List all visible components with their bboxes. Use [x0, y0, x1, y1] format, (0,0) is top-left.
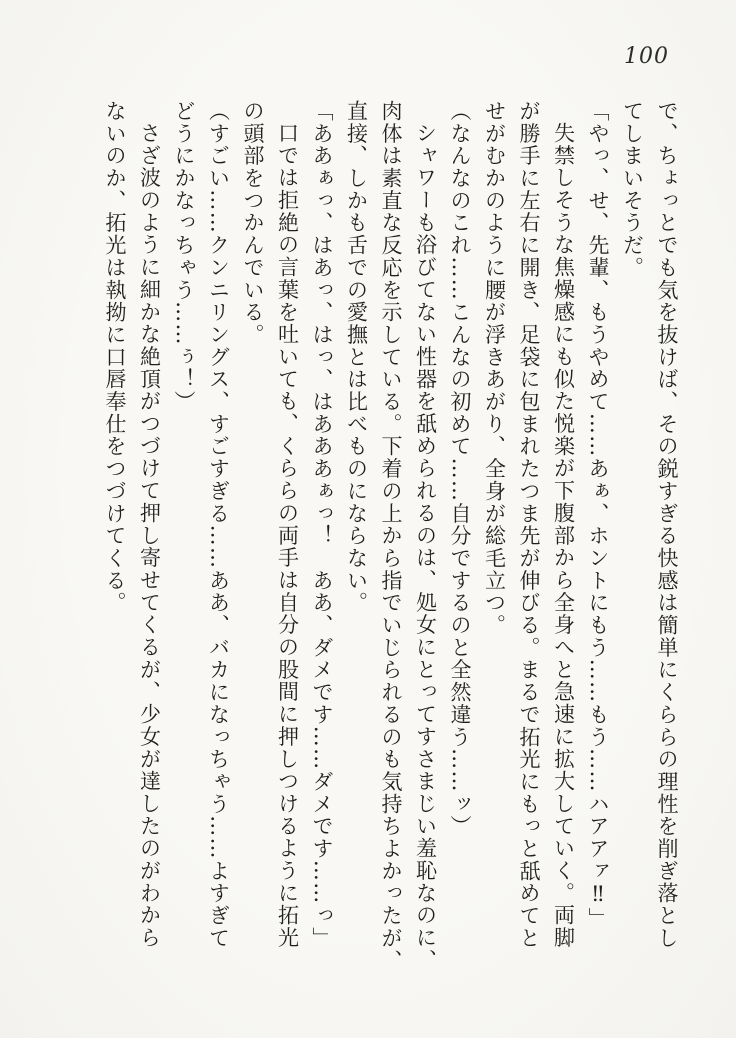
- text-line: さざ波のように細かな絶頂がつづけて押し寄せてくるが、少女が達したのがわから: [137, 122, 162, 950]
- text-line: どうにかなっちゃう……ぅ！）: [172, 100, 196, 413]
- text-line: の頭部をつかんでいる。: [241, 100, 265, 346]
- text-line: 「ああぁっ、はあっ、はっ、はあああぁっ！ ああ、ダメです……ダメです……っ」: [310, 100, 334, 950]
- text-line: シャワーも浴びてない性器を舐められるのは、処女にとってすさまじい羞恥なのに、: [413, 122, 438, 972]
- text-line: が勝手に左右に開き、足袋に包まれたつま先が伸びる。まるで拓光にもっと舐めてと: [517, 100, 541, 950]
- text-line: てしまいそうだ。: [620, 100, 645, 279]
- text-line: 肉体は素直な反応を示している。下着の上から指でいじられるのも気持ちよかったが、: [379, 100, 403, 972]
- page-number: 100: [624, 44, 669, 69]
- text-line: （なんなのこれ……こんなの初めて……自分でするのと全然違う……ッ）: [448, 100, 472, 838]
- text-line: 失禁しそうな焦燥感にも似た悦楽が下腹部から全身へと急速に拡大していく。両脚: [551, 122, 576, 950]
- text-line: せがむかのように腰が浮きあがり、全身が総毛立つ。: [482, 100, 507, 637]
- text-line: で、ちょっとでも気を抜けば、その鋭すぎる快感は簡単にくららの理性を削ぎ落とし: [655, 100, 679, 950]
- text-line: （すごい……クンニリングス、すごすぎる……ああ、バカになっちゃう……よすぎて: [206, 100, 231, 950]
- text-line: 「やっ、せ、先輩、もうやめて……あぁ、ホントにもう……もう……ハアアァ‼」: [586, 100, 610, 930]
- vertical-text-block: [98, 100, 685, 990]
- text-line: ないのか、拓光は執拗に口唇奉仕をつづけてくる。: [103, 100, 127, 615]
- text-line: 直接、しかも舌での愛撫とは比べものにならない。: [344, 100, 369, 615]
- text-line: 口では拒絶の言葉を吐いても、くららの両手は自分の股間に押しつけるように拓光: [275, 122, 300, 950]
